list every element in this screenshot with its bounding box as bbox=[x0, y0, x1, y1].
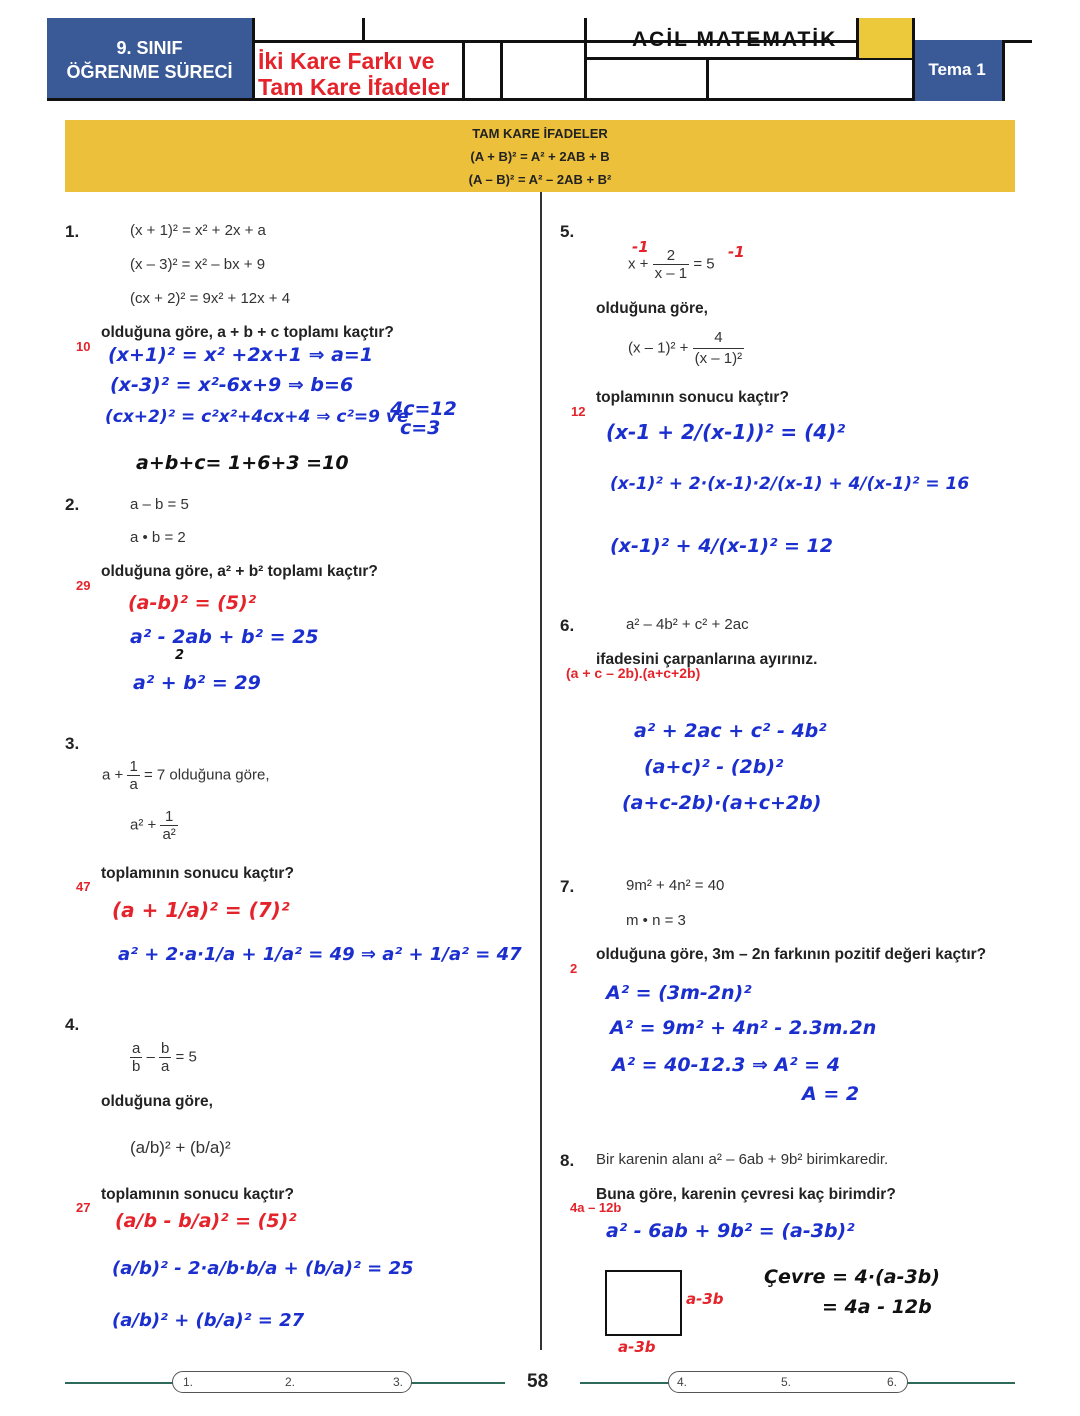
page-title bbox=[258, 48, 463, 100]
q8-text: Bir karenin alanı a² – 6ab + 9b² birimkaredir. bbox=[596, 1151, 889, 1168]
q5-answer: 12 bbox=[571, 404, 586, 419]
q1-eq1: (x + 1)² = x² + 2x + a bbox=[130, 222, 266, 239]
q2-eq1: a – b = 5 bbox=[130, 496, 189, 513]
q5-expr-num: 4 bbox=[693, 328, 745, 349]
q5-expr-den: (x – 1)² bbox=[694, 350, 743, 367]
q1-eq3: (cx + 2)² = 9x² + 12x + 4 bbox=[130, 290, 291, 307]
footer-mark-5: 5. bbox=[781, 1375, 792, 1389]
q4-f2-num: b bbox=[161, 1040, 170, 1057]
q8-work-3: = 4a - 12b bbox=[822, 1296, 932, 1318]
q7-work-2: A² = 9m² + 4n² - 2.3m.2n bbox=[610, 1017, 877, 1039]
q7-work-4: A = 2 bbox=[802, 1083, 860, 1105]
page-title-line1: İki Kare Farkı ve bbox=[258, 48, 435, 74]
q5-mid: olduğuna göre, bbox=[596, 300, 708, 317]
theme-label: Tema 1 bbox=[928, 60, 986, 79]
q2-prompt: olduğuna göre, a² + b² toplamı kaçtır? bbox=[101, 563, 378, 580]
q4-f1-num: a bbox=[132, 1040, 141, 1057]
q6-work-2: (a+c)² - (2b)² bbox=[644, 756, 784, 778]
q1-work-5: c=3 bbox=[400, 417, 441, 439]
q4-f1-den: b bbox=[132, 1058, 141, 1075]
q4-f2-den: a bbox=[161, 1058, 170, 1075]
q3-tail: = 7 olduğuna göre, bbox=[143, 766, 270, 784]
header-vline-8 bbox=[912, 18, 915, 101]
q1-work-1: (x+1)² = x² +2x+1 ⇒ a=1 bbox=[108, 344, 374, 366]
q8-prompt: Buna göre, karenin çevresi kaç birimdir? bbox=[596, 1186, 896, 1203]
q3-lead: a + bbox=[102, 766, 124, 784]
q1-number: 1. bbox=[65, 222, 80, 241]
q5-expr-lead: (x – 1)² + bbox=[628, 339, 689, 357]
q5-expr-fraction bbox=[693, 328, 745, 369]
q4-expression: (a/b)² + (b/a)² bbox=[130, 1138, 231, 1157]
header-vline-9 bbox=[1002, 40, 1005, 101]
q3-expr-fraction bbox=[160, 808, 177, 843]
q3-work-2: a² + 2·a·1/a + 1/a² = 49 ⇒ a² + 1/a² = 47 bbox=[118, 944, 522, 965]
q8-work-2: Çevre = 4·(a-3b) bbox=[764, 1266, 940, 1288]
q4-prompt: toplamının sonucu kaçtır? bbox=[101, 1186, 294, 1203]
q5-fraction bbox=[653, 247, 690, 282]
q5-prompt: toplamının sonucu kaçtır? bbox=[596, 389, 789, 406]
q1-work-3: (cx+2)² = c²x²+4cx+4 ⇒ c²=9 ve bbox=[105, 407, 409, 427]
q2-eq2: a • b = 2 bbox=[130, 529, 186, 546]
q6-answer: (a + c – 2b).(a+c+2b) bbox=[566, 665, 701, 681]
footer-mark-3: 3. bbox=[393, 1375, 404, 1389]
q3-frac-num: 1 bbox=[129, 758, 138, 775]
q2-work-2: a² - 2ab + b² = 25 bbox=[130, 626, 319, 648]
q8-number: 8. bbox=[560, 1151, 575, 1170]
q7-answer: 2 bbox=[570, 961, 578, 976]
page-number: 58 bbox=[527, 1371, 549, 1392]
q2-work-3: a² + b² = 29 bbox=[133, 672, 261, 694]
q6-number: 6. bbox=[560, 616, 575, 635]
q8-side-right: a-3b bbox=[686, 1290, 724, 1308]
footer-marks-left bbox=[172, 1371, 412, 1393]
q2-work-2b: 2 bbox=[175, 648, 185, 663]
q2-answer: 29 bbox=[76, 578, 91, 593]
q6-prompt: ifadesini çarpanlarına ayırınız. bbox=[596, 651, 818, 668]
q4-work-3: (a/b)² + (b/a)² = 27 bbox=[112, 1310, 305, 1331]
q8-answer: 4a – 12b bbox=[570, 1200, 622, 1215]
formula-line2: (A – B)² = A² – 2AB + B² bbox=[468, 172, 612, 187]
q1-work-6: a+b+c= 1+6+3 =10 bbox=[136, 452, 349, 474]
header-vline-4 bbox=[500, 40, 503, 101]
q6-work-3: (a+c-2b)·(a+c+2b) bbox=[622, 792, 822, 814]
q7-eq1: 9m² + 4n² = 40 bbox=[626, 877, 725, 894]
q4-frac-2 bbox=[159, 1040, 171, 1075]
theme-badge bbox=[912, 40, 1002, 101]
q7-prompt: olduğuna göre, 3m – 2n farkının pozitif değeri kaçtır? bbox=[596, 946, 987, 963]
q3-work-1: (a + 1/a)² = (7)² bbox=[112, 898, 290, 922]
q5-work-3: (x-1)² + 4/(x-1)² = 12 bbox=[610, 535, 833, 557]
footer-marks-right bbox=[668, 1371, 908, 1393]
q4-work-2: (a/b)² - 2·a/b·b/a + (b/a)² = 25 bbox=[112, 1258, 414, 1279]
q7-eq2: m • n = 3 bbox=[626, 912, 686, 929]
q3-number: 3. bbox=[65, 734, 80, 753]
formula-box bbox=[65, 120, 1015, 192]
q5-number: 5. bbox=[560, 222, 575, 241]
header-vline-6 bbox=[706, 57, 709, 101]
footer-mark-1: 1. bbox=[183, 1375, 194, 1389]
q3-expr-lead: a² + bbox=[130, 816, 157, 834]
q1-prompt: olduğuna göre, a + b + c toplamı kaçtır? bbox=[101, 324, 394, 341]
q4-mid: olduğuna göre, bbox=[101, 1093, 213, 1110]
q5-frac-num: 2 bbox=[653, 247, 690, 265]
q5-lead: x + bbox=[628, 255, 649, 273]
formula-heading: TAM KARE İFADELER bbox=[472, 126, 608, 141]
grade-label: 9. SINIF bbox=[116, 38, 183, 58]
q1-work-2: (x-3)² = x²-6x+9 ⇒ b=6 bbox=[110, 374, 354, 396]
q3-expression bbox=[130, 808, 178, 843]
q3-expr-den: a² bbox=[162, 826, 176, 843]
q3-answer: 47 bbox=[76, 879, 91, 894]
q5-frac-den: x – 1 bbox=[654, 265, 688, 282]
q6-expression: a² – 4b² + c² + 2ac bbox=[626, 616, 749, 633]
q6-work-1: a² + 2ac + c² - 4b² bbox=[634, 720, 827, 742]
q4-answer: 27 bbox=[76, 1200, 91, 1215]
q4-tail: = 5 bbox=[175, 1048, 197, 1066]
yellow-square bbox=[859, 18, 912, 58]
footer-mark-2: 2. bbox=[285, 1375, 296, 1389]
column-divider bbox=[540, 192, 542, 1350]
q4-number: 4. bbox=[65, 1015, 80, 1034]
q7-work-1: A² = (3m-2n)² bbox=[606, 982, 752, 1004]
q5-red-mark-2: -1 bbox=[728, 243, 745, 261]
q2-work-1: (a-b)² = (5)² bbox=[128, 592, 257, 614]
q3-fraction bbox=[127, 758, 139, 793]
q8-work-1: a² - 6ab + 9b² = (a-3b)² bbox=[606, 1220, 855, 1242]
q5-work-1: (x-1 + 2/(x-1))² = (4)² bbox=[606, 420, 846, 444]
brand-logo: ACİL MATEMATİK bbox=[632, 28, 838, 51]
square-shape bbox=[605, 1270, 682, 1336]
q7-work-3: A² = 40-12.3 ⇒ A² = 4 bbox=[612, 1054, 840, 1076]
q3-given bbox=[102, 758, 270, 793]
q8-side-bottom: a-3b bbox=[618, 1338, 656, 1356]
q7-number: 7. bbox=[560, 877, 575, 896]
q5-red-mark-1: -1 bbox=[632, 238, 649, 256]
q3-prompt: toplamının sonucu kaçtır? bbox=[101, 865, 294, 882]
q5-expression bbox=[628, 328, 744, 369]
process-label: ÖĞRENME SÜRECİ bbox=[66, 62, 233, 82]
q1-answer: 10 bbox=[76, 339, 91, 354]
header-vline-5 bbox=[584, 18, 587, 101]
q1-work-4: 4c=12 bbox=[390, 398, 457, 420]
q4-given: $\frac{a}{b}$ – $\frac{b}{a}$ = 5 bbox=[132, 1040, 197, 1075]
q2-number: 2. bbox=[65, 495, 80, 514]
q3-frac-den: a bbox=[129, 776, 138, 793]
formula-line1: (A + B)² = A² + 2AB + B bbox=[470, 149, 610, 164]
q5-tail: = 5 bbox=[693, 255, 715, 273]
q1-eq2: (x – 3)² = x² – bx + 9 bbox=[130, 256, 266, 273]
q5-work-2: (x-1)² + 2·(x-1)·2/(x-1) + 4/(x-1)² = 16 bbox=[610, 474, 970, 494]
header-line-bottom bbox=[47, 98, 1002, 101]
header-vline-1 bbox=[252, 18, 255, 101]
footer-mark-4: 4. bbox=[677, 1375, 688, 1389]
footer-mark-6: 6. bbox=[887, 1375, 898, 1389]
header-vline-2 bbox=[362, 18, 365, 43]
page-title-line2: Tam Kare İfadeler bbox=[258, 74, 450, 100]
q4-work-1: (a/b - b/a)² = (5)² bbox=[115, 1210, 297, 1232]
q4-frac-1 bbox=[130, 1040, 142, 1075]
grade-badge bbox=[47, 18, 252, 100]
q3-expr-num: 1 bbox=[160, 808, 177, 826]
